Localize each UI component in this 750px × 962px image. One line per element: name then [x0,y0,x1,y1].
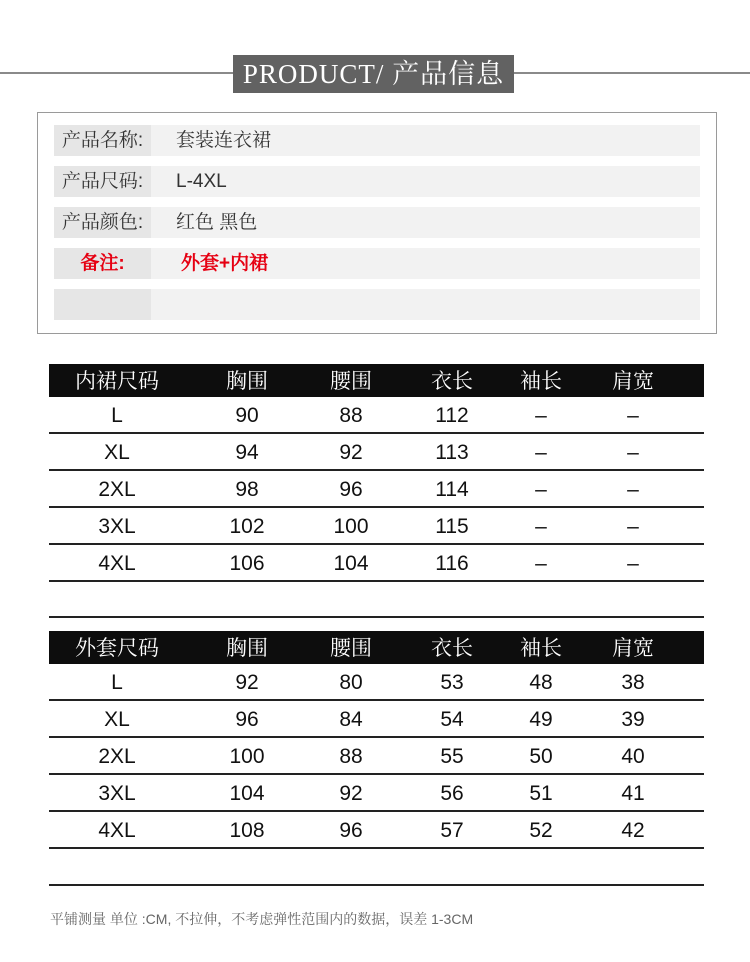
info-value: 外套+内裙 [181,253,269,274]
table-cell: 96 [339,819,363,842]
table-cell: 92 [339,441,363,464]
table-cell: 88 [339,745,363,768]
table-cell: 80 [339,671,363,694]
table-cell: 52 [529,819,553,842]
info-label: 产品颜色: [54,207,151,238]
table-cell: 49 [529,708,553,731]
table-cell: 90 [235,404,259,427]
table-row [49,508,704,545]
table-cell: 51 [529,782,553,805]
table-cell: 102 [229,515,265,538]
table-cell: 38 [621,671,645,694]
table-cell: 96 [235,708,259,731]
size-table-inner-dress [49,364,704,582]
table-row [49,471,704,508]
section-title: PRODUCT/ 产品信息 [233,55,514,93]
table-cell: – [627,515,639,538]
table-cell: 2XL [98,478,136,501]
info-row-note [54,248,700,279]
table-row [49,545,704,582]
table-cell: 39 [621,708,645,731]
info-value: 套装连衣裙 [176,130,272,151]
column-header: 袖长 [520,637,562,660]
table-cell: – [627,404,639,427]
table-cell: – [535,552,547,575]
table-cell: 42 [621,819,645,842]
table-cell: L [111,404,123,427]
table-cell: 92 [339,782,363,805]
table-cell: XL [104,708,130,731]
table-cell: 108 [229,819,265,842]
column-header: 胸围 [226,370,268,393]
table-cell: XL [104,441,130,464]
table-cell: – [627,552,639,575]
table-cell: 114 [435,478,469,501]
table-cell: 3XL [98,515,136,538]
table-cell: 94 [235,441,259,464]
table-header-row [49,364,704,397]
measurement-footnote: 平铺测量 单位 :CM, 不拉伸，不考虑弹性范围内的数据，误差 1-3CM [50,911,474,927]
table-cell: – [535,441,547,464]
table-cell: L [111,671,123,694]
table-cell: 104 [229,782,265,805]
table-row [49,434,704,471]
table-cell: 54 [440,708,464,731]
size-table-coat [49,631,704,849]
info-label: 产品名称: [54,125,151,156]
table-bottom-rule [49,884,704,886]
column-header: 衣长 [431,637,473,660]
info-value: 红色 黑色 [176,212,258,233]
table-cell: 53 [440,671,464,694]
table-cell: 113 [435,441,469,464]
table-cell: 55 [440,745,464,768]
table-cell: – [627,441,639,464]
column-header: 胸围 [226,637,268,660]
table-cell: 84 [339,708,363,731]
table-cell: 56 [440,782,464,805]
table-row [49,775,704,812]
table-cell: – [535,404,547,427]
column-header: 袖长 [520,370,562,393]
info-row-size [54,166,700,197]
info-label [54,289,151,320]
table-cell: 92 [235,671,259,694]
table-cell: 115 [435,515,469,538]
table-row [49,701,704,738]
table-cell: 106 [229,552,265,575]
table-cell: 2XL [98,745,136,768]
table-cell: – [535,515,547,538]
table-bottom-rule [49,616,704,618]
table-cell: 104 [333,552,369,575]
info-value: L-4XL [176,171,227,192]
table-cell: 57 [440,819,464,842]
table-cell: 48 [529,671,553,694]
table-row [49,738,704,775]
column-header: 外套尺码 [75,637,159,660]
info-row-name [54,125,700,156]
column-header: 肩宽 [612,370,654,393]
table-cell: 100 [229,745,265,768]
table-row [49,664,704,701]
info-row-color [54,207,700,238]
table-row [49,812,704,849]
table-cell: 41 [621,782,645,805]
table-cell: 88 [339,404,363,427]
column-header: 内裙尺码 [75,370,159,393]
info-row-empty [54,289,700,320]
table-cell: – [535,478,547,501]
column-header: 衣长 [431,370,473,393]
info-label: 产品尺码: [54,166,151,197]
table-cell: 3XL [98,782,136,805]
table-header-row [49,631,704,664]
table-cell: 98 [235,478,259,501]
table-cell: 100 [333,515,369,538]
table-cell: 40 [621,745,645,768]
table-row [49,397,704,434]
column-header: 腰围 [330,637,372,660]
table-cell: 50 [529,745,553,768]
table-cell: 4XL [98,552,136,575]
table-cell: 96 [339,478,363,501]
column-header: 腰围 [330,370,372,393]
table-cell: 116 [435,552,469,575]
table-cell: – [627,478,639,501]
info-label: 备注: [54,248,151,279]
product-info-panel [37,112,717,334]
column-header: 肩宽 [612,637,654,660]
table-cell: 4XL [98,819,136,842]
table-cell: 112 [435,404,469,427]
